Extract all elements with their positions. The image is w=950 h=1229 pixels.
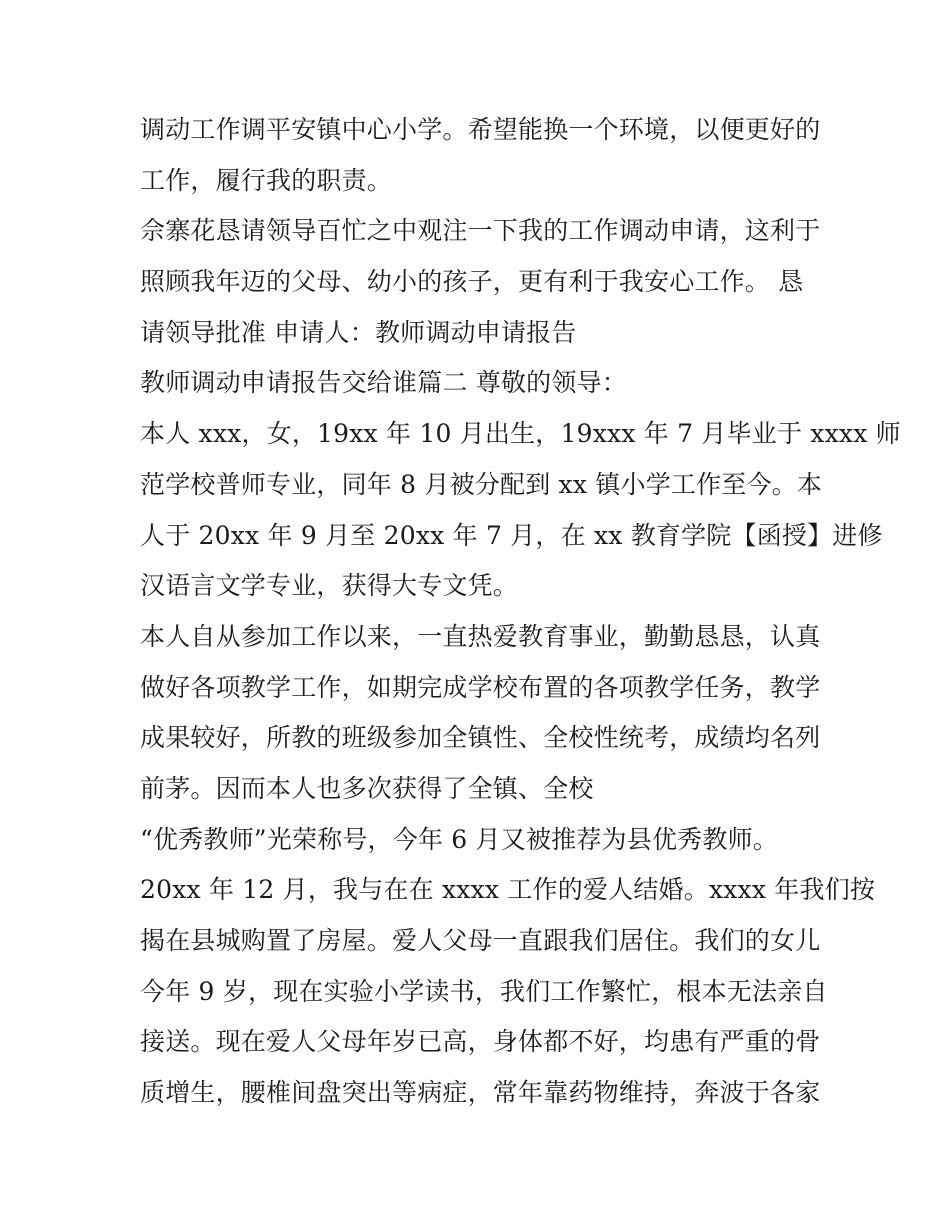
document-body bbox=[140, 105, 901, 1119]
text-line: 20xx 年 12 月，我与在在 xxxx 工作的爱人结婚。xxxx 年我们按 bbox=[140, 875, 876, 905]
text-line: 前茅。因而本人也多次获得了全镇、全校 bbox=[140, 773, 594, 803]
text-line: 本人自从参加工作以来，一直热爱教育事业，勤勤恳恳，认真 bbox=[140, 621, 821, 651]
text-line: 佘寨花恳请领导百忙之中观注一下我的工作调动申请，这利于 bbox=[140, 216, 821, 246]
text-line: 人于 20xx 年 9 月至 20xx 年 7 月，在 xx 教育学院【函授】进修 bbox=[140, 520, 883, 550]
text-line: 调动工作调平安镇中心小学。希望能换一个环境，以便更好的 bbox=[140, 115, 821, 144]
text-line: 本人 xxx，女，19xx 年 10 月出生，19xxx 年 7 月毕业于 xxxx 师 bbox=[140, 419, 901, 449]
text-line: 成果较好，所教的班级参加全镇性、全校性统考，成绩均名列 bbox=[140, 723, 821, 753]
text-line: 做好各项教学工作，如期完成学校布置的各项教学任务，教学 bbox=[140, 672, 821, 702]
text-line: 照顾我年迈的父母、幼小的孩子，更有利于我安心工作。 恳 bbox=[140, 267, 804, 297]
text-line: 请领导批准 申请人：教师调动申请报告 bbox=[140, 317, 577, 347]
text-line: 接送。现在爱人父母年岁已高，身体都不好，均患有严重的骨 bbox=[140, 1027, 821, 1057]
text-line: 揭在县城购置了房屋。爱人父母一直跟我们居住。我们的女儿 bbox=[140, 926, 821, 955]
text-line: 今年 9 岁，现在实验小学读书，我们工作繁忙，根本无法亲自 bbox=[140, 976, 828, 1006]
text-line: “优秀教师”光荣称号，今年 6 月又被推荐为县优秀教师。 bbox=[140, 824, 778, 854]
text-line: 工作，履行我的职责。 bbox=[140, 165, 393, 195]
text-line: 汉语言文学专业，获得大专文凭。 bbox=[140, 571, 519, 601]
text-line: 范学校普师专业，同年 8 月被分配到 xx 镇小学工作至今。本 bbox=[140, 469, 823, 499]
text-line: 教师调动申请报告交给谁篇二 尊敬的领导： bbox=[140, 368, 627, 398]
text-line: 质增生，腰椎间盘突出等病症，常年靠药物维持，奔波于各家 bbox=[140, 1078, 821, 1108]
